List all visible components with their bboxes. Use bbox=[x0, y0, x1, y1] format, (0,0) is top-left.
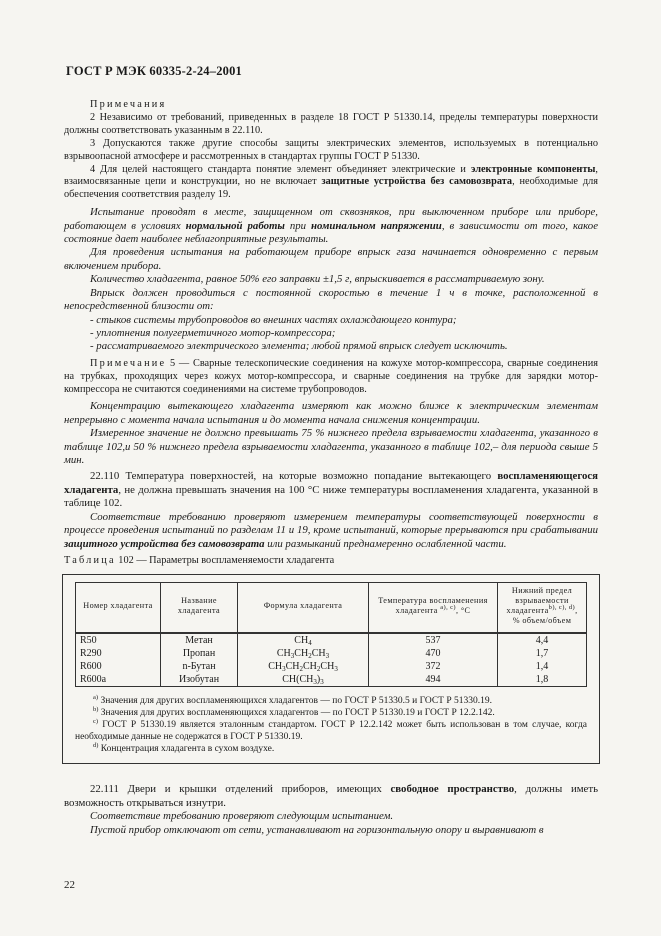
main-text bbox=[64, 99, 598, 764]
formula-subscript: 3 bbox=[313, 677, 317, 686]
standard-header: ГОСТ Р МЭК 60335-2-24–2001 bbox=[66, 64, 243, 78]
footnote-mark: а), с) bbox=[440, 603, 456, 611]
table-row bbox=[76, 673, 587, 687]
caption-label: Таблица bbox=[64, 554, 116, 566]
header-number: Номер хладагента bbox=[76, 582, 161, 633]
footnote-mark: с) bbox=[93, 717, 99, 725]
compliance-paragraph-2: Соответствие требованию проверяют следующим испытанием. bbox=[90, 810, 394, 823]
cell-number: R600a bbox=[76, 673, 161, 687]
formula-part: CH bbox=[276, 647, 291, 659]
cell-temperature: 470 bbox=[369, 647, 498, 660]
term-bold: номинальном напряжении bbox=[311, 219, 442, 232]
footnote-mark: b) bbox=[93, 705, 99, 713]
formula-part: CH bbox=[294, 634, 309, 646]
text-run: Испытание проводят в месте, защищенном от сквозняков, при выключенном приборе или приборе, работающем в условиях bbox=[64, 206, 598, 232]
concentration-paragraph-1: Концентрацию вытекающего хладагента измеряют как можно ближе к электрическим элементам непрерывно с момента начала испытания и до момента начала снижения концентрации. bbox=[64, 400, 598, 426]
flammability-table bbox=[75, 582, 587, 687]
table-row bbox=[76, 647, 587, 660]
table-frame bbox=[62, 574, 600, 764]
cell-temperature: 494 bbox=[369, 673, 498, 687]
cell-name: Изобутан bbox=[161, 673, 238, 687]
formula-part: CH bbox=[311, 647, 326, 659]
cell-formula bbox=[238, 660, 369, 673]
cell-name: Метан bbox=[161, 633, 238, 647]
cell-name: Пропан bbox=[161, 647, 238, 660]
footnote-text: Концентрация хладагента в сухом воздухе. bbox=[98, 743, 275, 754]
formula-part: CH bbox=[294, 647, 309, 659]
caption-text: 102 — Параметры воспламеняемости хладагента bbox=[115, 554, 335, 566]
term-bold: свободное пространство bbox=[390, 783, 515, 795]
table-row bbox=[76, 633, 587, 647]
formula-subscript: 2 bbox=[308, 651, 312, 660]
note-5 bbox=[64, 358, 598, 397]
note-4 bbox=[64, 164, 598, 203]
cell-formula bbox=[238, 647, 369, 660]
text-run: 22.110 Температура поверхностей, на которые возможно попадание вытекающего bbox=[90, 470, 498, 483]
footnote bbox=[75, 707, 587, 719]
header-limit: Нижний предел взрываемости хладагента$^{b), с), d)}$, % объем/объем bbox=[498, 582, 587, 633]
test-paragraph-2: Для проведения испытания на работающем приборе впрыск газа начинается одновременно с первым включением прибора. bbox=[64, 246, 598, 272]
cell-number: R600 bbox=[76, 660, 161, 673]
footnote-mark: b), с), d) bbox=[548, 603, 576, 611]
clause-22-111 bbox=[64, 783, 598, 810]
term-bold: защитного устройства без самовозврата bbox=[64, 537, 265, 550]
text-run: Соответствие требованию проверяют измерением температуры соответствующей поверхности в процессе проведения испытаний по разделам 11 и 19, кроме испытаний, которые прерываются при срабатывании bbox=[64, 510, 598, 537]
footnote-text: ГОСТ Р 51330.19 является эталонным стандартом. ГОСТ Р 12.2.142 может быть использован в том случае, когда необходимые данные не содержатся в ГОСТ Р 51330.19. bbox=[75, 719, 587, 742]
header-name: Название хладагента bbox=[161, 582, 238, 633]
text-run: 22.111 Двери и крышки отделений приборов, имеющих bbox=[90, 783, 391, 795]
term-bold: защитные устройства без самовозврата bbox=[321, 176, 513, 188]
footnote bbox=[75, 743, 587, 755]
term-bold: нормальной работы bbox=[185, 219, 285, 232]
cell-limit: 1,7 bbox=[498, 647, 587, 660]
note-2: 2 Независимо от требований, приведенных в разделе 18 ГОСТ Р 51330.14, пределы температуры поверхности должны соответствовать указанным в 22.110. bbox=[64, 111, 598, 136]
formula-part: CH bbox=[285, 660, 300, 672]
list-item: - рассматриваемого электрического элемента; любой прямой впрыск следует исключить. bbox=[90, 340, 508, 353]
footnote-text: Значения для других воспламеняющихся хладагентов — по ГОСТ Р 51330.19 и ГОСТ Р 12.2.142. bbox=[98, 707, 495, 718]
text-run: , необходимые для обеспечения соответствия разделу 19. bbox=[64, 176, 598, 201]
after-table-text bbox=[64, 783, 598, 837]
test-paragraph-1 bbox=[64, 206, 598, 246]
compliance-paragraph-1 bbox=[64, 511, 598, 551]
term-bold: электронные компоненты bbox=[470, 163, 596, 175]
formula-subscript: 3 bbox=[320, 677, 324, 686]
text-run: , не должна превышать значения на 100 °С ниже температуры воспламенения хладагента, указанной в таблице 102. bbox=[64, 483, 598, 510]
term-bold: воспламеняющегося хладагента bbox=[64, 470, 598, 496]
cell-limit: 4,4 bbox=[498, 633, 587, 647]
cell-name: n-Бутан bbox=[161, 660, 238, 673]
text-run: 5 — Сварные телескопические соединения на кожухе мотор-компрессора, сварные соединения на трубках, проходящих через кожух мотор-компрессора, и сварные соединения на трубке для зарядки мотор-компрессора не считаются соединениями на системе трубопроводов. bbox=[64, 357, 598, 395]
concentration-paragraph-2: Измеренное значение не должно превышать 75 % нижнего предела взрываемости хладагента, указанного в таблице 102,и 50 % нижнего предела взрываемости хладагента, указанного в таблице 102,– для периода свыше 5 мин. bbox=[64, 427, 598, 467]
formula-subscript: 4 bbox=[308, 638, 312, 647]
cell-formula bbox=[238, 673, 369, 687]
formula-subscript: 2 bbox=[316, 664, 321, 673]
footnote-mark: а) bbox=[93, 693, 99, 701]
footnote bbox=[75, 695, 587, 707]
list-item: - уплотнения полугерметичного мотор-компрессора; bbox=[90, 326, 336, 339]
text-run: или размыканий преднамеренно ослабленной части. bbox=[264, 537, 507, 550]
list-item: - стыков системы трубопроводов во внешних частях охлаждающего контура; bbox=[90, 313, 457, 326]
cell-temperature: 537 bbox=[369, 633, 498, 647]
note-label: Примечание bbox=[90, 357, 167, 369]
header-formula: Формула хладагента bbox=[238, 582, 369, 633]
formula-subscript: 3 bbox=[325, 651, 330, 660]
test-paragraph-4: Впрыск должен проводиться с постоянной скоростью в течение 1 ч в точке, расположенной в непосредственной близости от: bbox=[64, 286, 598, 313]
cell-number: R290 bbox=[76, 647, 161, 660]
formula-part: CH bbox=[268, 660, 283, 672]
footnote-text: Значения для других воспламеняющихся хладагентов — по ГОСТ Р 51330.5 и ГОСТ Р 51330.19. bbox=[98, 695, 493, 706]
footnote-mark: d) bbox=[93, 741, 99, 749]
table-row bbox=[76, 660, 587, 673]
formula-subscript: 3 bbox=[282, 664, 286, 673]
formula-subscript: 3 bbox=[290, 651, 295, 660]
text-run: , должны иметь возможность открываться изнутри. bbox=[64, 783, 598, 809]
header-text: Температура воспламенения хладагента bbox=[378, 595, 488, 615]
cell-limit: 1,8 bbox=[498, 673, 587, 687]
text-run: 4 Для целей настоящего стандарта понятие элемент объединяет электрические и bbox=[90, 163, 471, 175]
text-run: , в зависимости от того, какое состояние дает наиболее неблагоприятные результаты. bbox=[64, 219, 599, 246]
formula-part: CH bbox=[320, 660, 335, 672]
text-run: , взаимосвязанные цепи и конструкции, но не включает bbox=[64, 163, 598, 188]
header-unit: % объем/объем bbox=[512, 615, 572, 625]
header-temperature bbox=[369, 582, 498, 633]
formula-part: ) bbox=[316, 673, 321, 685]
table-footnotes bbox=[75, 695, 587, 755]
cell-limit: 1,4 bbox=[498, 660, 587, 673]
table-header-row bbox=[76, 582, 587, 633]
formula-subscript: 3 bbox=[334, 664, 338, 673]
notes-label: Примечания bbox=[90, 99, 167, 110]
cell-temperature: 372 bbox=[369, 660, 498, 673]
cell-formula bbox=[238, 633, 369, 647]
formula-part: CH bbox=[303, 660, 317, 672]
footnote bbox=[75, 719, 587, 743]
clause-22-110 bbox=[64, 470, 598, 510]
empty-appliance-paragraph: Пустой прибор отключают от сети, устанавливают на горизонтальную опору и выравнивают в bbox=[90, 823, 544, 836]
header-unit: , °С bbox=[455, 605, 471, 615]
table-caption bbox=[64, 555, 598, 568]
header-text: Нижний предел взрываемости хладагента bbox=[506, 585, 573, 615]
cell-number: R50 bbox=[76, 633, 161, 647]
note-3: 3 Допускаются также другие способы защиты электрических элементов, используемых в потенциально взрывоопасной атмосфере и рассмотренных в стандартах группы ГОСТ Р 51330. bbox=[64, 137, 598, 162]
test-paragraph-3: Количество хладагента, равное 50% его заправки ±1,5 г, впрыскивается в рассматриваемую зону. bbox=[90, 273, 545, 286]
text-run: при bbox=[284, 219, 312, 232]
page-number: 22 bbox=[64, 879, 75, 891]
formula-subscript: 2 bbox=[299, 664, 303, 673]
formula-part: CH(CH bbox=[282, 673, 314, 685]
